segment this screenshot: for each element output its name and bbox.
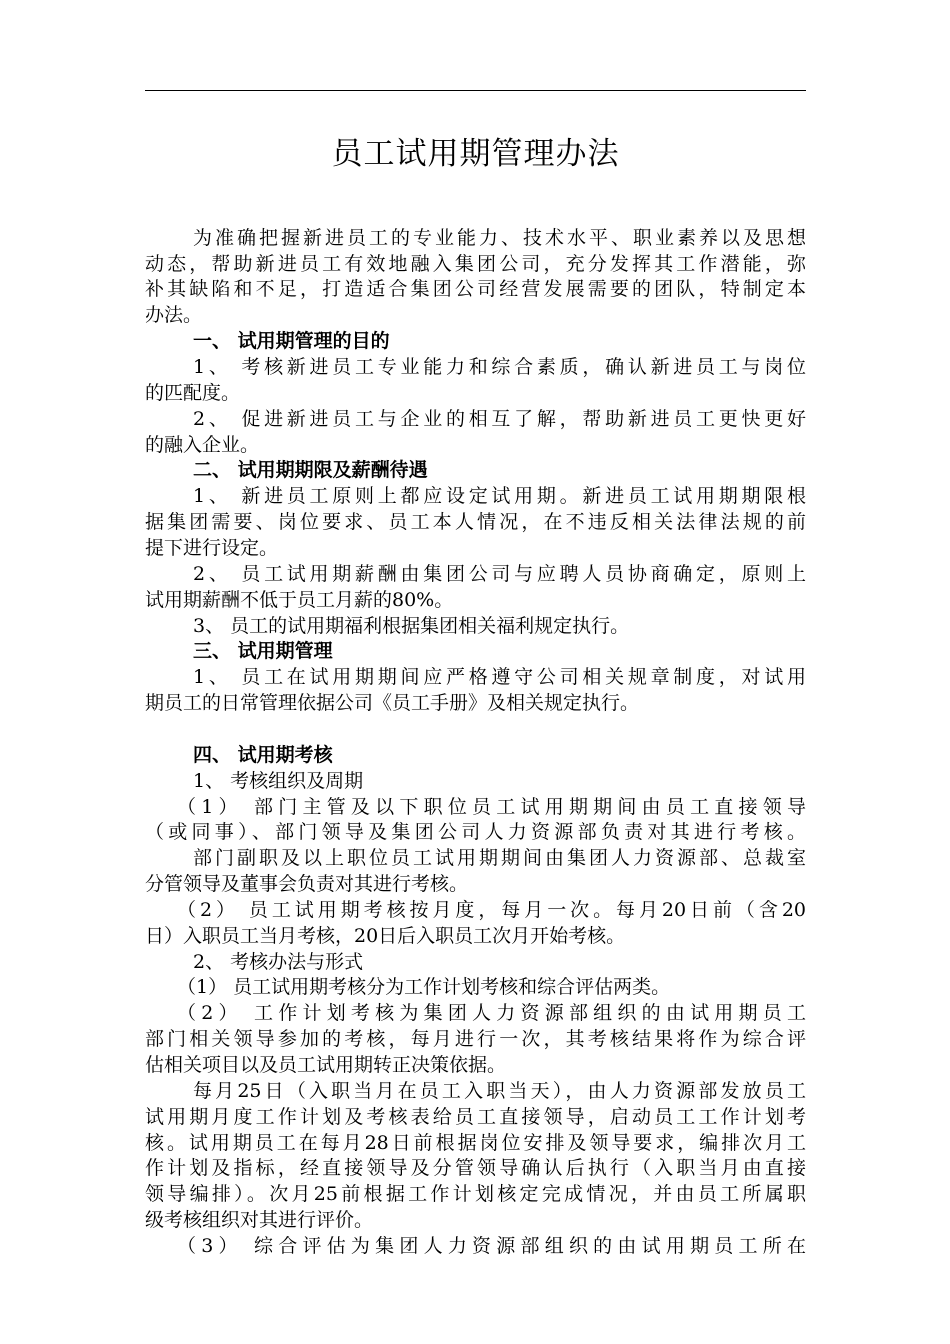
- body-line: 提下进行设定。: [145, 537, 279, 559]
- body-line: （3） 综合评估为集团人力资源部组织的由试用期员工所在: [177, 1235, 806, 1257]
- document-title: 员工试用期管理办法: [331, 136, 620, 172]
- body-line: 3、 员工的试用期福利根据集团相关福利规定执行。: [193, 615, 630, 637]
- body-line: 1、 考核组织及周期: [193, 770, 364, 792]
- body-line: 动态，帮助新进员工有效地融入集团公司，充分发挥其工作潜能，弥: [145, 253, 806, 275]
- body-line: 1、 考核新进员工专业能力和综合素质，确认新进员工与岗位: [193, 356, 806, 378]
- body-line: （1） 部门主管及以下职位员工试用期期间由员工直接领导: [177, 796, 806, 818]
- body-line: 补其缺陷和不足，打造适合集团公司经营发展需要的团队，特制定本: [145, 278, 806, 300]
- body-line: 的匹配度。: [145, 382, 241, 404]
- body-line: 的融入企业。: [145, 434, 260, 456]
- body-line: 试用期薪酬不低于员工月薪的80%。: [145, 589, 454, 611]
- body-line: 期员工的日常管理依据公司《员工手册》及相关规定执行。: [145, 692, 640, 714]
- body-line: 领导编排）。次月25前根据工作计划核定完成情况，并由员工所属职: [145, 1183, 806, 1205]
- section-heading: 三、 试用期管理: [193, 640, 333, 662]
- section-heading: 四、 试用期考核: [193, 744, 333, 766]
- body-line: 2、 员工试用期薪酬由集团公司与应聘人员协商确定，原则上: [193, 563, 806, 585]
- body-line: 作计划及指标，经直接领导及分管领导确认后执行（入职当月由直接: [145, 1157, 806, 1179]
- header-rule: [145, 90, 806, 91]
- body-line: 据集团需要、岗位要求、员工本人情况，在不违反相关法律法规的前: [145, 511, 806, 533]
- body-line: （2） 工作计划考核为集团人力资源部组织的由试用期员工: [177, 1002, 806, 1024]
- body-line: 级考核组织对其进行评价。: [145, 1209, 374, 1231]
- document-page: [145, 0, 806, 1344]
- body-line: 2、 考核办法与形式: [193, 951, 364, 973]
- body-line: 1、 员工在试用期期间应严格遵守公司相关规章制度，对试用: [193, 666, 806, 688]
- body-line: 1、 新进员工原则上都应设定试用期。新进员工试用期期限根: [193, 485, 806, 507]
- body-line: 分管领导及董事会负责对其进行考核。: [145, 873, 469, 895]
- section-heading: 二、 试用期期限及薪酬待遇: [193, 459, 428, 481]
- body-line: 日）入职员工当月考核，20日后入职员工次月开始考核。: [145, 925, 626, 947]
- body-line: 为准确把握新进员工的专业能力、技术水平、职业素养以及思想: [193, 227, 806, 249]
- body-line: （2） 员工试用期考核按月度，每月一次。每月20日前（含20: [177, 899, 806, 921]
- body-line: 核。试用期员工在每月28日前根据岗位安排及领导要求，编排次月工: [145, 1132, 806, 1154]
- body-line: （或同事）、部门领导及集团公司人力资源部负责对其进行考核。: [145, 821, 806, 843]
- body-line: 办法。: [145, 304, 203, 326]
- body-line: 部门副职及以上职位员工试用期期间由集团人力资源部、总裁室: [193, 847, 806, 869]
- body-line: 部门相关领导参加的考核，每月进行一次，其考核结果将作为综合评: [145, 1028, 806, 1050]
- body-line: （1） 员工试用期考核分为工作计划考核和综合评估两类。: [177, 976, 671, 998]
- body-line: 每月25日（入职当月在员工入职当天），由人力资源部发放员工: [193, 1080, 806, 1102]
- section-heading: 一、 试用期管理的目的: [193, 330, 390, 352]
- body-line: 2、 促进新进员工与企业的相互了解，帮助新进员工更快更好: [193, 408, 806, 430]
- body-line: 估相关项目以及员工试用期转正决策依据。: [145, 1054, 507, 1076]
- body-line: 试用期月度工作计划及考核表给员工直接领导，启动员工工作计划考: [145, 1106, 806, 1128]
